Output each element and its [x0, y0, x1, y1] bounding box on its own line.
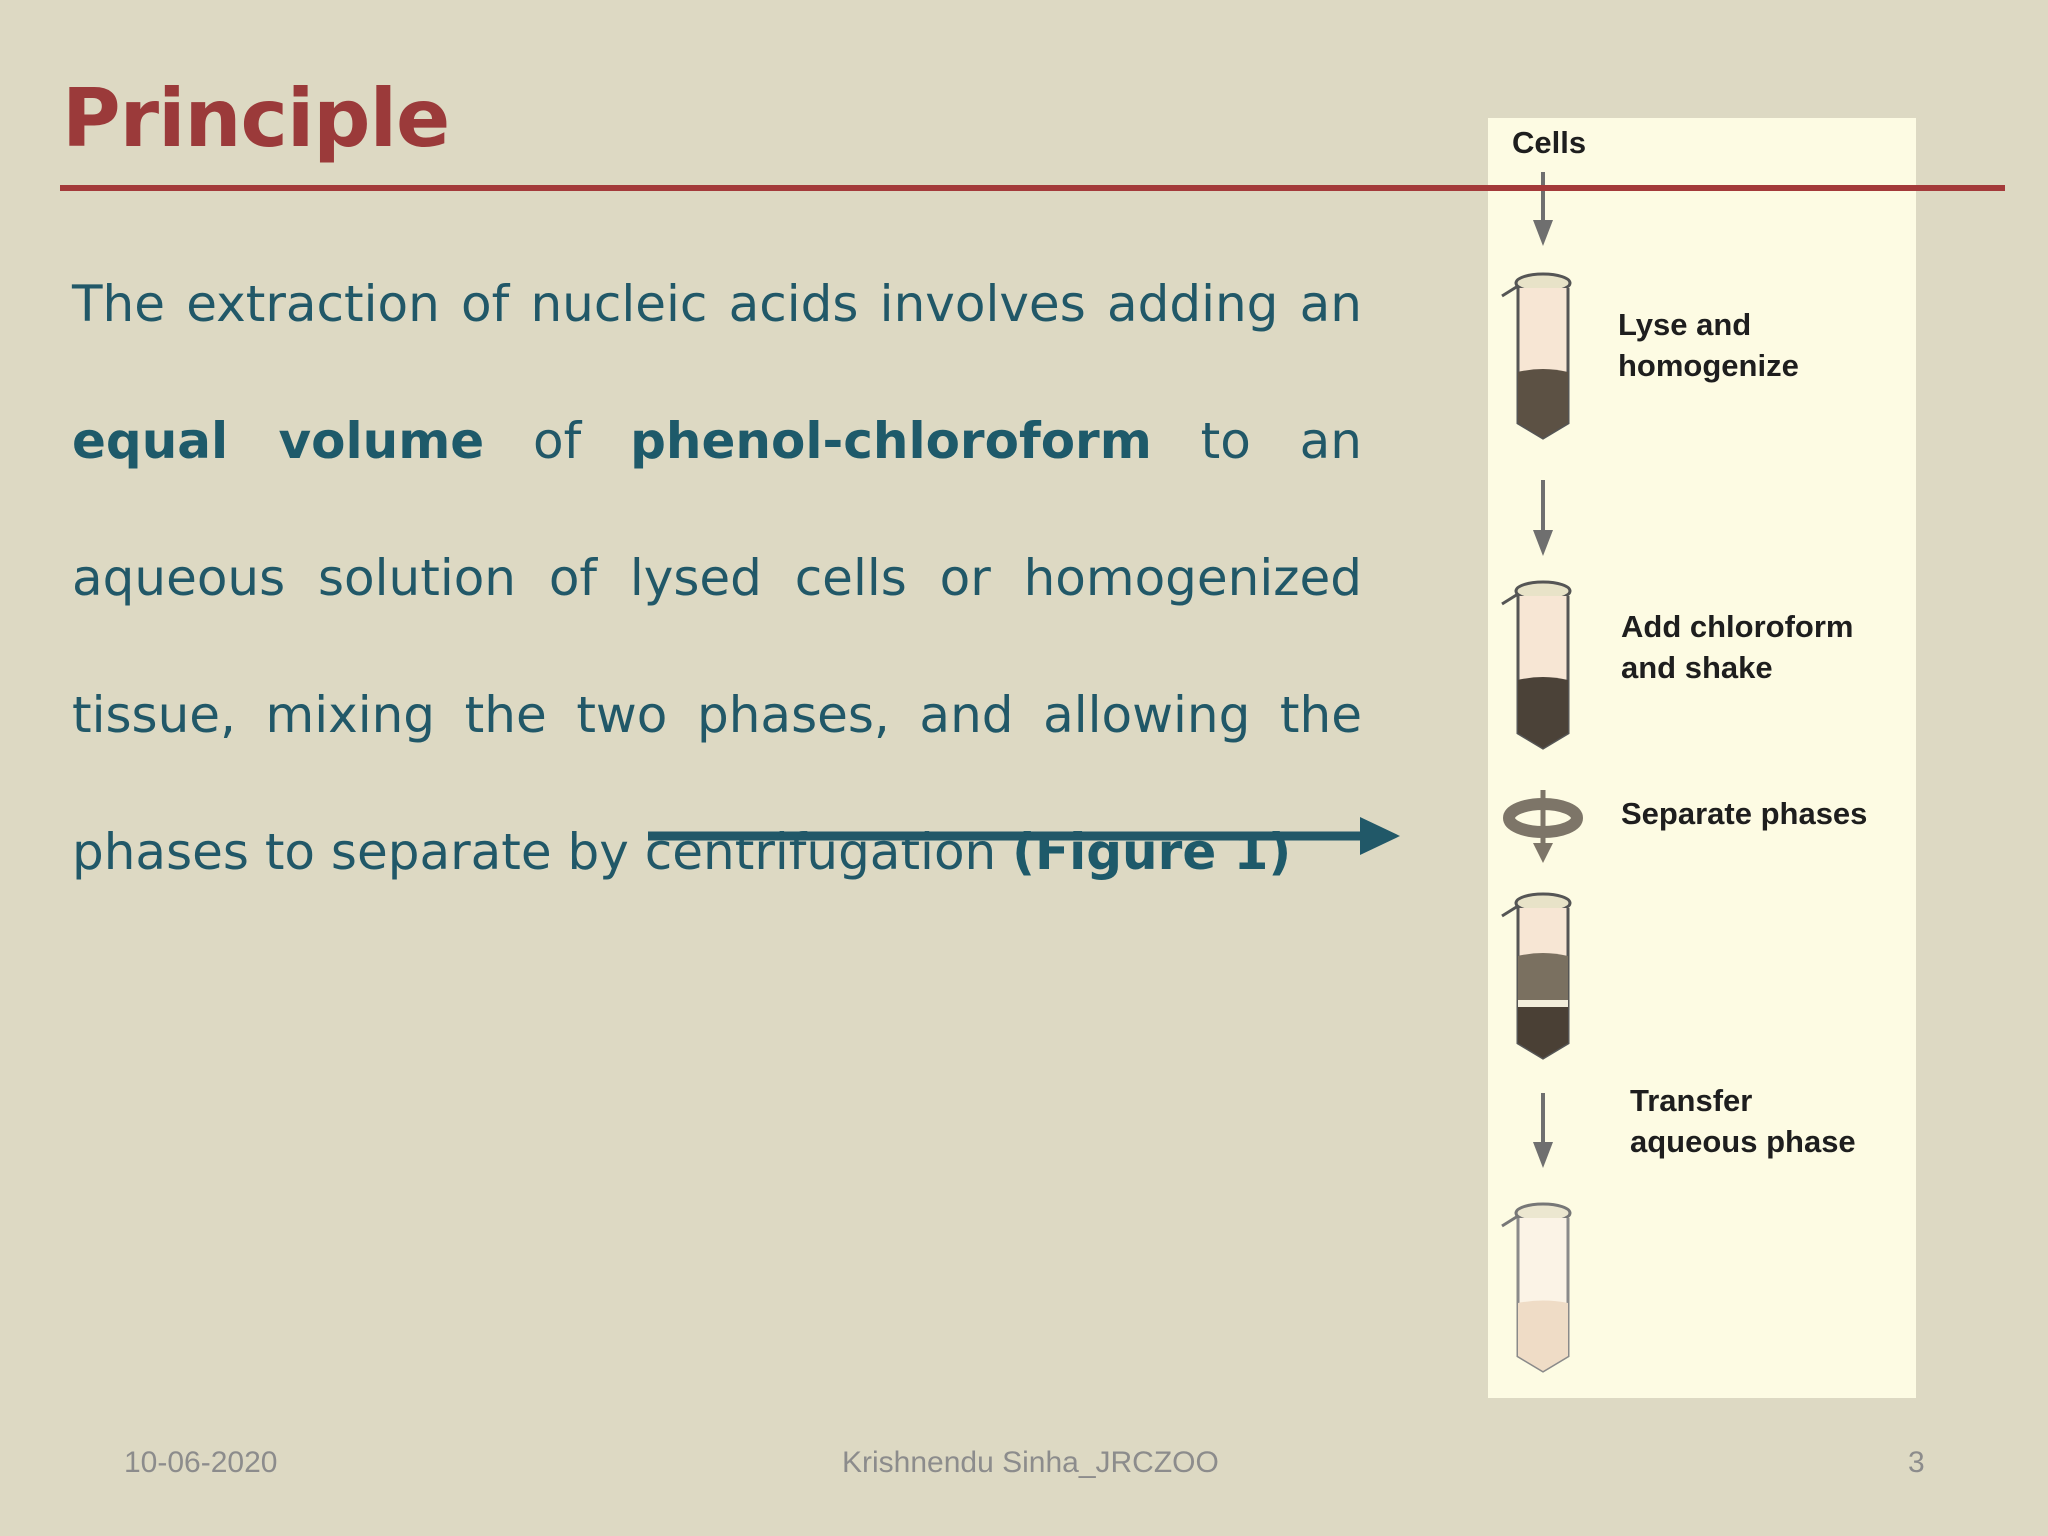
figure-pointer-arrow-icon — [648, 815, 1408, 855]
footer-date: 10-06-2020 — [124, 1446, 278, 1479]
step-lyse-label: Lyse and homogenize — [1618, 307, 1799, 383]
figure-reference: (Figure 1) — [1012, 823, 1292, 881]
cells-label: Cells — [1512, 125, 1587, 160]
figure-1-panel — [1488, 118, 1916, 1398]
step-chloroform-label: Add chloroform and shake — [1621, 609, 1854, 685]
tube-chloroform-icon — [1502, 582, 1570, 748]
step-separate-label: Separate phases — [1621, 796, 1868, 831]
footer-author: Krishnendu Sinha_JRCZOO — [842, 1446, 1219, 1479]
tube-separated-icon — [1502, 894, 1570, 1058]
arrow-down-icon — [1533, 480, 1553, 556]
rotate-arrow-icon — [1509, 790, 1577, 863]
body-text-3: to an aqueous solution of lysed cells or homogenized tissue, mixing the two phases, and allowing the phases to separate by centrifugation — [72, 412, 1362, 881]
slide-title: Principle — [62, 72, 450, 165]
title-divider — [60, 185, 2005, 191]
tube-lysed-icon — [1502, 274, 1570, 438]
step-transfer-label: Transfer aqueous phase — [1630, 1083, 1856, 1159]
bold-equal-volume: equal volume — [72, 412, 485, 470]
arrow-down-icon — [1533, 1093, 1553, 1168]
body-text-1: The extraction of nucleic acids involves adding an — [72, 275, 1362, 333]
arrow-down-icon — [1533, 172, 1553, 246]
footer-page-number: 3 — [1908, 1446, 1925, 1479]
bold-phenol-chloroform: phenol-chloroform — [630, 412, 1152, 470]
body-text-2: of — [484, 412, 631, 470]
tube-aqueous-icon — [1502, 1204, 1570, 1371]
